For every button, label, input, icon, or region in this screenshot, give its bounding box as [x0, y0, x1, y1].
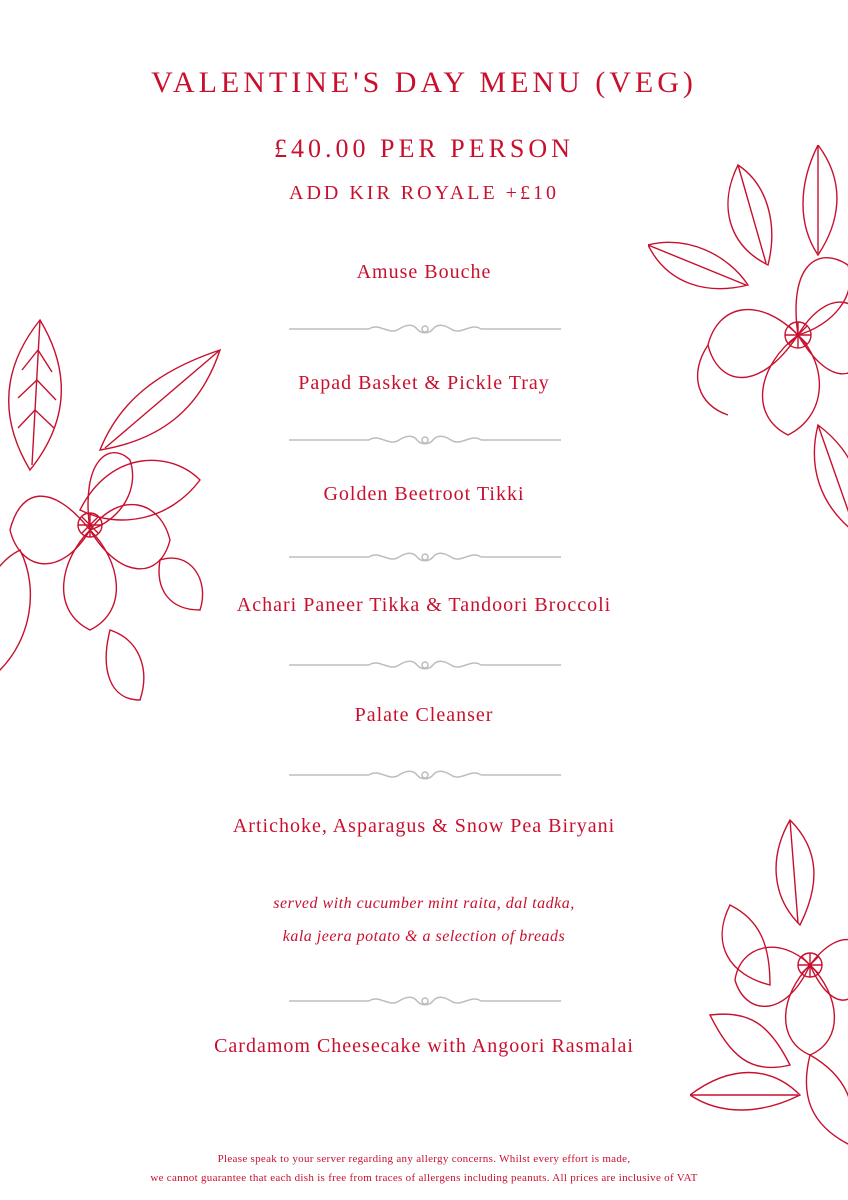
menu-price: £40.00 PER PERSON: [274, 134, 574, 163]
biryani-note-line-1: served with cucumber mint raita, dal tadka,: [273, 895, 575, 912]
ornamental-divider-icon: [289, 550, 561, 564]
biryani-note-line-2: kala jeera potato & a selection of breads: [282, 928, 566, 945]
menu-item-paneer-tikka: Achari Paneer Tikka & Tandoori Broccoli: [236, 594, 612, 616]
menu-item-beetroot-tikki: Golden Beetroot Tikki: [323, 483, 525, 505]
ornamental-divider-icon: [289, 994, 561, 1008]
menu-item-biryani: Artichoke, Asparagus & Snow Pea Biryani: [232, 815, 616, 837]
magnolia-flower-bottom-right-icon: [690, 815, 848, 1145]
kir-royale-addon: ADD KIR ROYALE +£10: [289, 182, 559, 204]
ornamental-divider-icon: [289, 322, 561, 336]
ornamental-divider-icon: [289, 433, 561, 447]
menu-item-cheesecake: Cardamom Cheesecake with Angoori Rasmalai: [214, 1035, 634, 1057]
menu-title: VALENTINE'S DAY MENU (VEG): [151, 66, 697, 99]
ornamental-divider-icon: [289, 768, 561, 782]
menu-item-palate-cleanser: Palate Cleanser: [354, 704, 494, 726]
menu-item-papad-basket: Papad Basket & Pickle Tray: [298, 372, 550, 394]
allergy-notice-line-2: we cannot guarantee that each dish is free from traces of allergens including peanuts. All prices are inclusive of VAT: [150, 1172, 698, 1184]
allergy-notice-line-1: Please speak to your server regarding any allergy concerns. Whilst every effort is made,: [217, 1153, 631, 1165]
magnolia-flower-left-icon: [0, 310, 240, 710]
ornamental-divider-icon: [289, 658, 561, 672]
menu-item-amuse-bouche: Amuse Bouche: [356, 261, 492, 283]
